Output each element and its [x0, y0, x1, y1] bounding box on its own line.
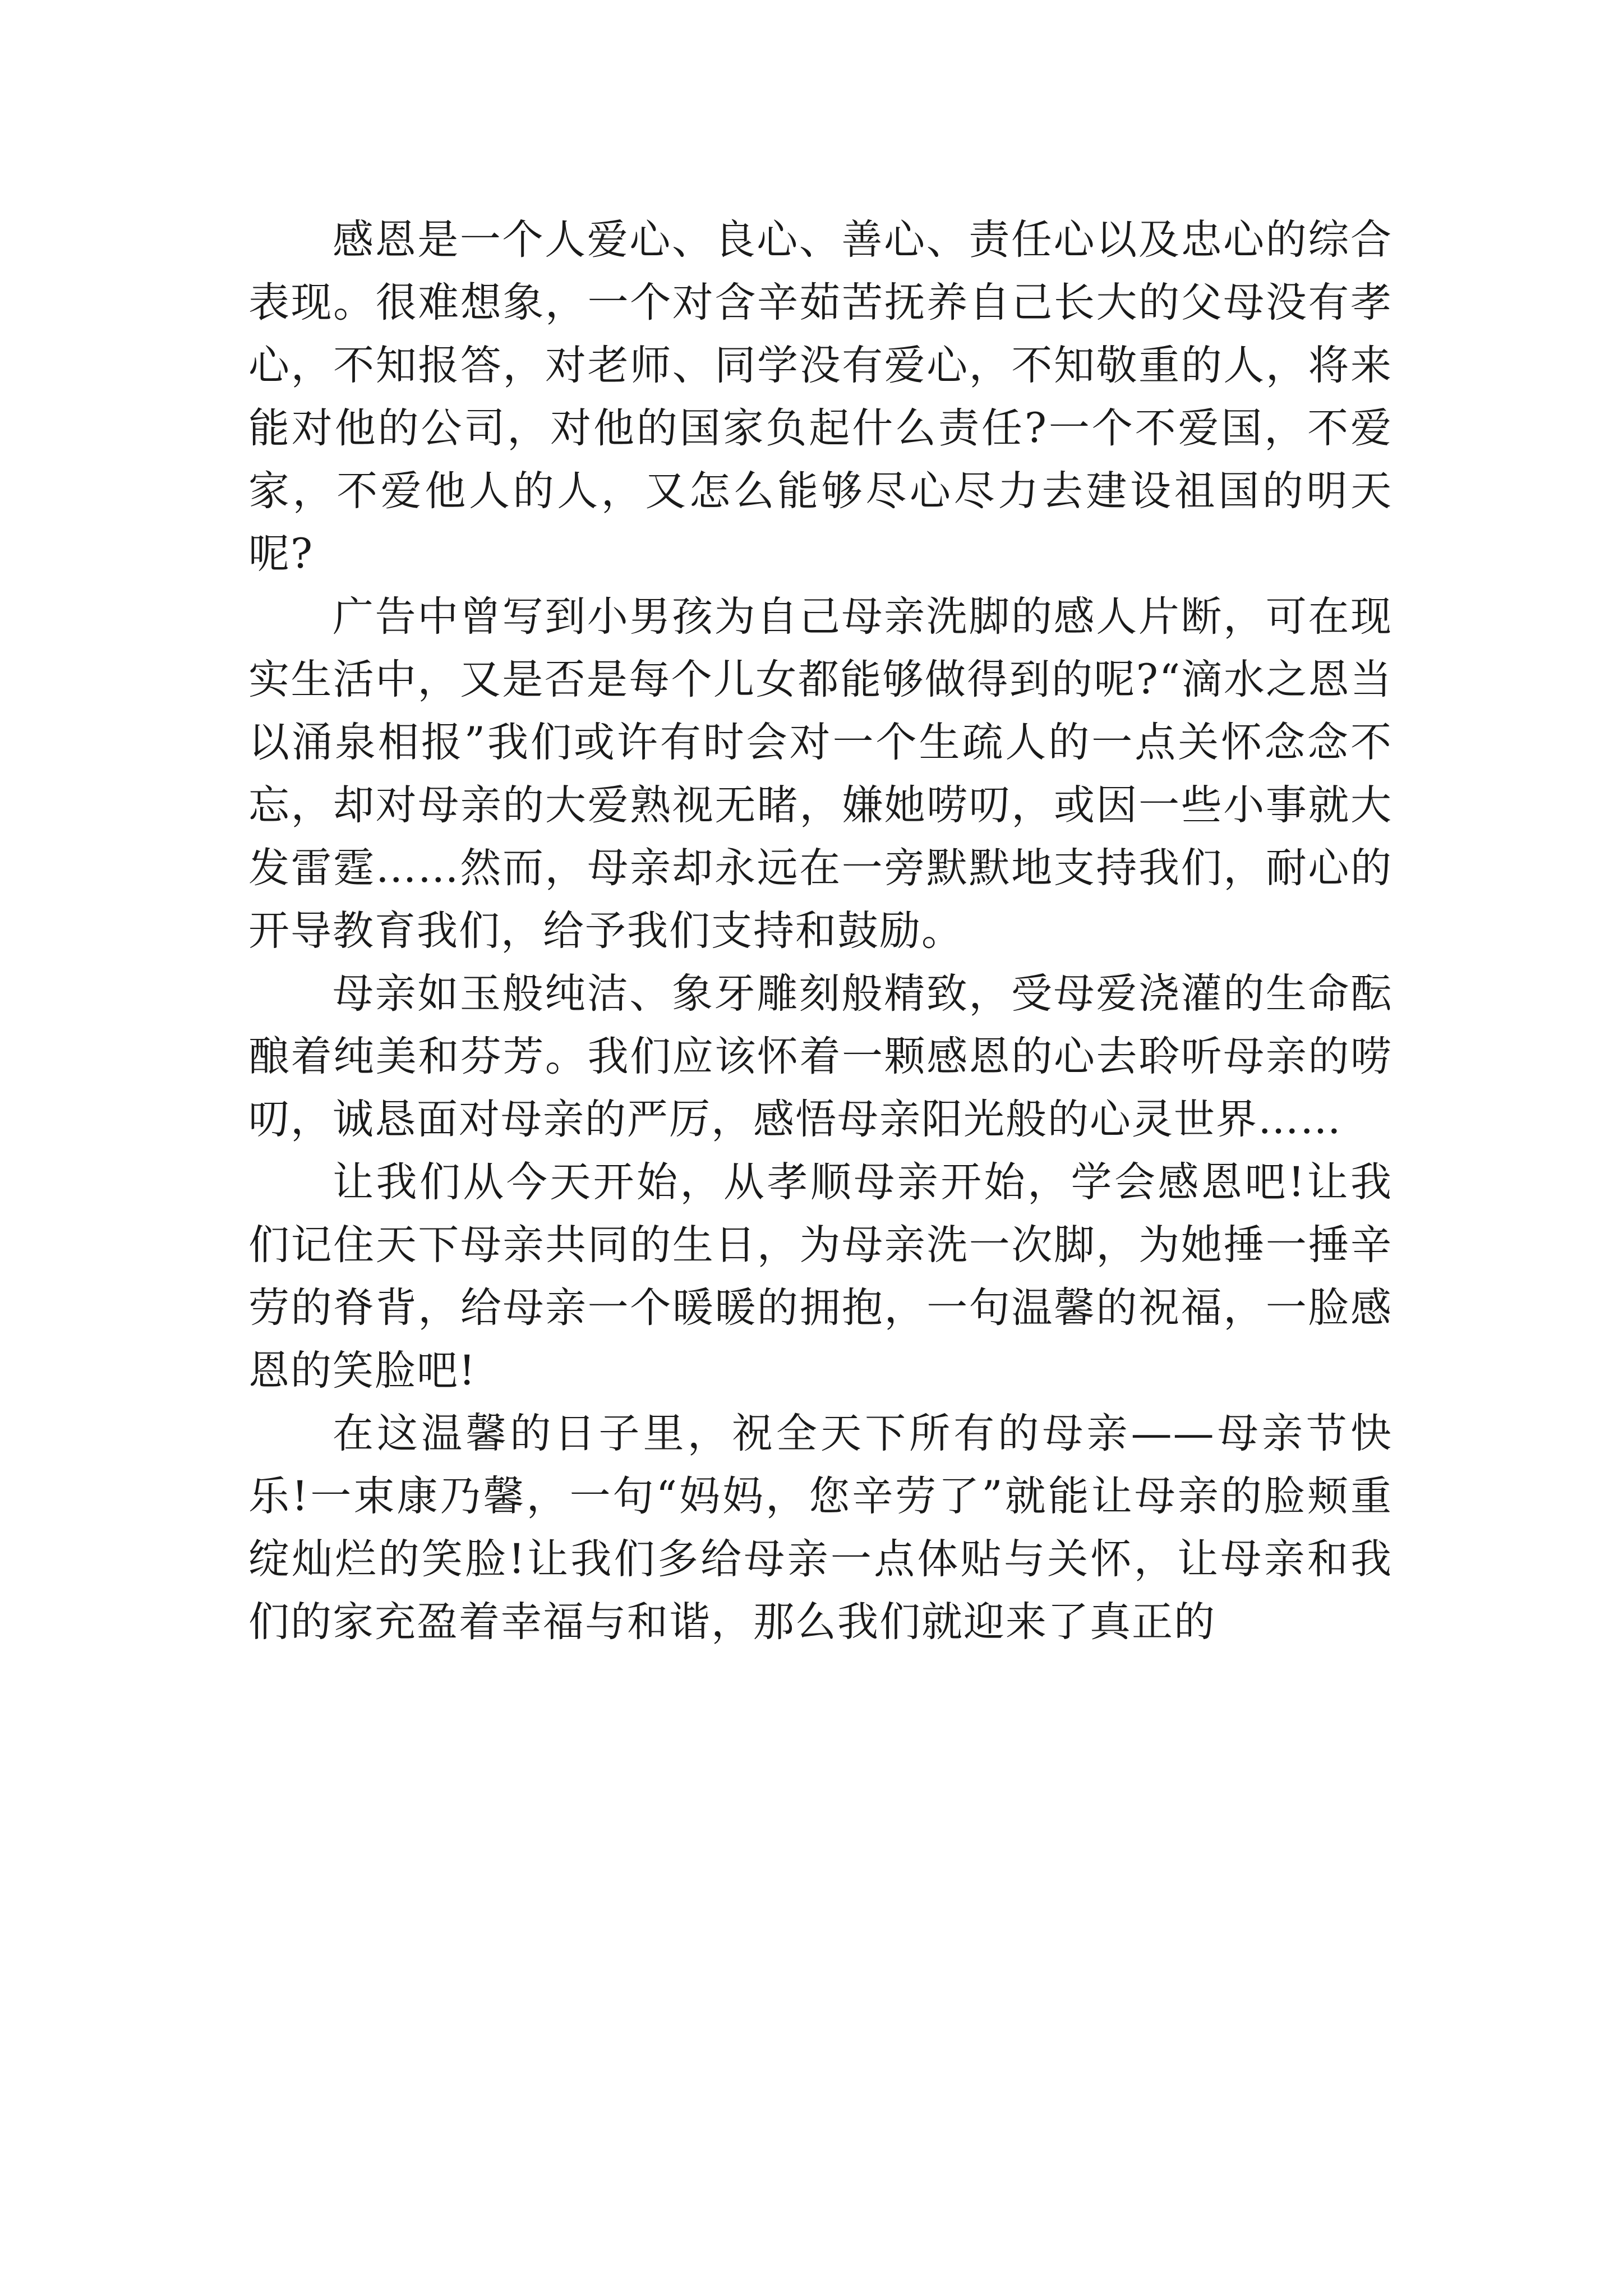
paragraph-start-today: 让我们从今天开始，从孝顺母亲开始，学会感恩吧!让我们记住天下母亲共同的生日，为母亲洗一次脚，为她捶一捶辛劳的脊背，给母亲一个暖暖的拥抱，一句温馨的祝福，一脸感恩的笑脸吧!	[248, 1158, 1393, 1395]
paragraph-mother-purity: 母亲如玉般纯洁、象牙雕刻般精致，受母爱浇灌的生命酝酿着纯美和芬芳。我们应该怀着一颗感恩的心去聆听母亲的唠叨，诚恳面对母亲的严厉，感悟母亲阳光般的心灵世界……	[248, 970, 1393, 1143]
paragraph-washing-feet: 广告中曾写到小男孩为自己母亲洗脚的感人片断，可在现实生活中，又是否是每个儿女都能够做得到的呢?“滴水之恩当以涌泉相报”我们或许有时会对一个生疏人的一点关怀念念不忘，却对母亲的大爱熟视无睹，嫌她唠叨，或因一些小事就大发雷霆……然而，母亲却永远在一旁默默地支持我们，耐心的开导教育我们，给予我们支持和鼓励。	[248, 593, 1393, 955]
paragraph-gratitude-definition: 感恩是一个人爱心、良心、善心、责任心以及忠心的综合表现。很难想象，一个对含辛茹苦抚养自己长大的父母没有孝心，不知报答，对老师、同学没有爱心，不知敬重的人，将来能对他的公司，对他的国家负起什么责任?一个不爱国，不爱家，不爱他人的人，又怎么能够尽心尽力去建设祖国的明天呢?	[248, 216, 1393, 578]
document-body	[248, 209, 1393, 1654]
paragraph-mothers-day-wishes: 在这温馨的日子里，祝全天下所有的母亲——母亲节快乐!一束康乃馨，一句“妈妈，您辛劳了”就能让母亲的脸颊重绽灿烂的笑脸!让我们多给母亲一点体贴与关怀，让母亲和我们的家充盈着幸福与和谐，那么我们就迎来了真正的	[248, 1410, 1393, 1646]
